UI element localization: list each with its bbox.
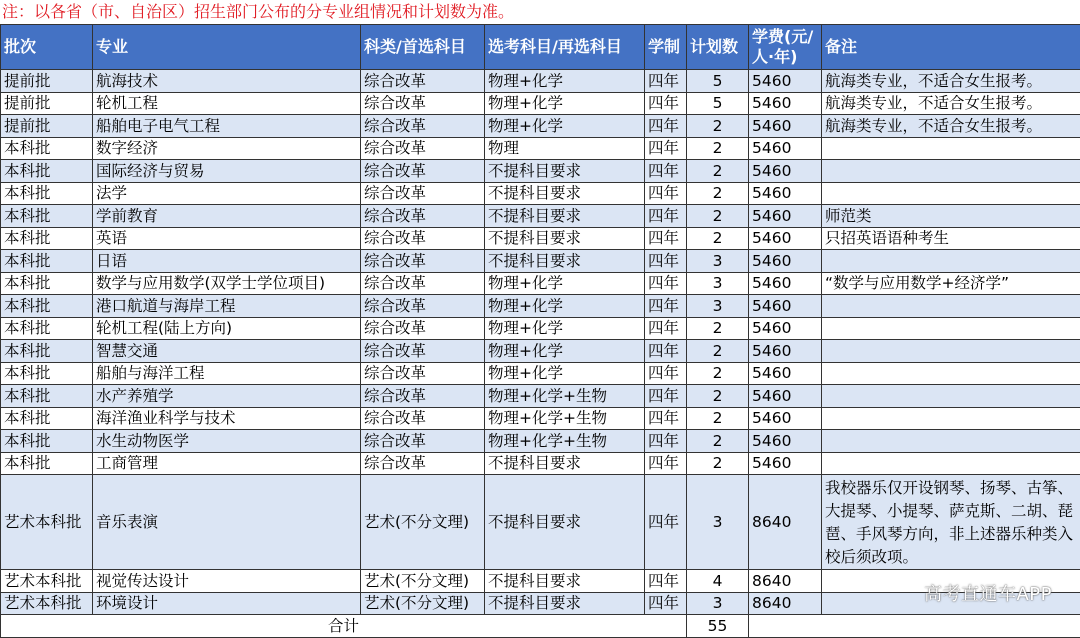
cell-plan: 2 [687,137,749,160]
cell-subjects: 物理+化学 [485,272,645,295]
cell-remark [822,430,1080,453]
cell-major: 港口航道与海岸工程 [93,295,361,318]
cell-plan: 2 [687,385,749,408]
cell-subjects: 不提科目要求 [485,570,645,593]
cell-subjects: 不提科目要求 [485,227,645,250]
table-row [1,362,1080,385]
cell-fee: 5460 [749,115,822,138]
cell-batch: 提前批 [1,92,93,115]
cell-plan: 2 [687,205,749,228]
cell-major: 海洋渔业科学与技术 [93,407,361,430]
cell-remark [822,250,1080,273]
cell-plan: 2 [687,362,749,385]
cell-years: 四年 [645,137,687,160]
cell-plan: 2 [687,340,749,363]
cell-major: 日语 [93,250,361,273]
cell-subjects: 物理+化学 [485,115,645,138]
table-row [1,137,1080,160]
cell-years: 四年 [645,70,687,93]
cell-years: 四年 [645,227,687,250]
cell-major: 航海技术 [93,70,361,93]
cell-fee: 5460 [749,250,822,273]
cell-category: 艺术(不分文理) [361,570,485,593]
cell-category: 综合改革 [361,160,485,183]
table-row [1,115,1080,138]
cell-major: 水生动物医学 [93,430,361,453]
table-row [1,295,1080,318]
cell-plan: 5 [687,92,749,115]
cell-years: 四年 [645,570,687,593]
cell-remark: 我校器乐仅开设钢琴、扬琴、古筝、大提琴、小提琴、萨克斯、二胡、琵琶、手风琴方向，非上述器乐种类入校后须改项。 [822,475,1080,570]
cell-plan: 5 [687,70,749,93]
cell-subjects: 物理+化学 [485,340,645,363]
cell-batch: 本科批 [1,250,93,273]
cell-batch: 本科批 [1,362,93,385]
cell-remark [822,362,1080,385]
table-row [1,227,1080,250]
cell-batch: 艺术本科批 [1,570,93,593]
cell-remark [822,160,1080,183]
cell-category: 综合改革 [361,452,485,475]
cell-fee: 5460 [749,340,822,363]
cell-subjects: 不提科目要求 [485,250,645,273]
cell-fee: 5460 [749,385,822,408]
cell-category: 综合改革 [361,182,485,205]
cell-fee: 5460 [749,430,822,453]
cell-batch: 本科批 [1,430,93,453]
cell-subjects: 不提科目要求 [485,592,645,615]
total-label: 合计 [1,615,687,638]
cell-years: 四年 [645,452,687,475]
cell-major: 学前教育 [93,205,361,228]
cell-remark [822,452,1080,475]
header-years: 学制 [645,25,687,70]
cell-category: 综合改革 [361,317,485,340]
cell-major: 轮机工程 [93,92,361,115]
cell-plan: 3 [687,475,749,570]
cell-fee: 5460 [749,317,822,340]
cell-major: 轮机工程(陆上方向) [93,317,361,340]
cell-category: 综合改革 [361,340,485,363]
cell-fee: 5460 [749,182,822,205]
cell-remark [822,317,1080,340]
cell-plan: 2 [687,430,749,453]
cell-batch: 本科批 [1,160,93,183]
cell-batch: 本科批 [1,182,93,205]
cell-years: 四年 [645,115,687,138]
cell-category: 综合改革 [361,115,485,138]
cell-batch: 本科批 [1,227,93,250]
cell-subjects: 物理+化学+生物 [485,430,645,453]
cell-batch: 本科批 [1,272,93,295]
table-row [1,70,1080,93]
cell-batch: 本科批 [1,340,93,363]
cell-category: 综合改革 [361,70,485,93]
cell-major: 水产养殖学 [93,385,361,408]
cell-fee: 5460 [749,452,822,475]
cell-major: 音乐表演 [93,475,361,570]
cell-batch: 本科批 [1,385,93,408]
cell-years: 四年 [645,205,687,228]
cell-remark [822,295,1080,318]
cell-fee: 5460 [749,362,822,385]
cell-subjects: 物理+化学 [485,92,645,115]
cell-category: 综合改革 [361,430,485,453]
cell-batch: 提前批 [1,70,93,93]
cell-subjects: 不提科目要求 [485,205,645,228]
cell-batch: 提前批 [1,115,93,138]
header-subjects: 选考科目/再选科目 [485,25,645,70]
cell-batch: 本科批 [1,137,93,160]
table-body [1,70,1080,638]
cell-category: 综合改革 [361,407,485,430]
cell-years: 四年 [645,592,687,615]
cell-major: 环境设计 [93,592,361,615]
cell-major: 英语 [93,227,361,250]
header-remark: 备注 [822,25,1080,70]
cell-fee: 8640 [749,475,822,570]
table-row [1,205,1080,228]
total-row [1,615,1080,638]
cell-subjects: 不提科目要求 [485,452,645,475]
cell-remark: 只招英语语种考生 [822,227,1080,250]
cell-major: 法学 [93,182,361,205]
cell-category: 艺术(不分文理) [361,592,485,615]
header-major: 专业 [93,25,361,70]
header-row [1,25,1080,70]
cell-years: 四年 [645,92,687,115]
cell-plan: 2 [687,452,749,475]
cell-remark: 航海类专业，不适合女生报考。 [822,70,1080,93]
cell-major: 智慧交通 [93,340,361,363]
table-row [1,250,1080,273]
header-fee: 学费(元/人·年) [749,25,822,70]
cell-fee: 5460 [749,272,822,295]
cell-category: 综合改革 [361,250,485,273]
table-row [1,475,1080,570]
cell-fee: 8640 [749,570,822,593]
cell-subjects: 物理+化学+生物 [485,407,645,430]
cell-plan: 4 [687,570,749,593]
cell-category: 综合改革 [361,385,485,408]
cell-major: 国际经济与贸易 [93,160,361,183]
cell-fee: 5460 [749,160,822,183]
cell-major: 数字经济 [93,137,361,160]
cell-batch: 艺术本科批 [1,592,93,615]
cell-subjects: 物理+化学+生物 [485,385,645,408]
cell-fee: 5460 [749,70,822,93]
cell-years: 四年 [645,407,687,430]
cell-subjects: 物理+化学 [485,295,645,318]
table-row [1,182,1080,205]
cell-plan: 2 [687,115,749,138]
cell-years: 四年 [645,295,687,318]
table-row [1,317,1080,340]
cell-category: 综合改革 [361,92,485,115]
cell-plan: 3 [687,295,749,318]
cell-years: 四年 [645,317,687,340]
cell-major: 视觉传达设计 [93,570,361,593]
cell-batch: 本科批 [1,295,93,318]
header-category: 科类/首选科目 [361,25,485,70]
table-row [1,340,1080,363]
cell-fee: 5460 [749,92,822,115]
cell-batch: 本科批 [1,205,93,228]
cell-remark: 航海类专业，不适合女生报考。 [822,115,1080,138]
cell-years: 四年 [645,340,687,363]
table-row [1,92,1080,115]
cell-remark [822,407,1080,430]
cell-years: 四年 [645,182,687,205]
cell-batch: 本科批 [1,317,93,340]
cell-remark: 师范类 [822,205,1080,228]
table-row [1,385,1080,408]
note-text: 注：以各省（市、自治区）招生部门公布的分专业组情况和计划数为准。 [0,0,1080,24]
cell-fee: 5460 [749,205,822,228]
header-plan: 计划数 [687,25,749,70]
cell-category: 综合改革 [361,137,485,160]
cell-years: 四年 [645,362,687,385]
cell-fee: 5460 [749,407,822,430]
table-row [1,160,1080,183]
cell-plan: 2 [687,407,749,430]
enrollment-plan-table [0,24,1080,638]
cell-category: 综合改革 [361,272,485,295]
cell-subjects: 物理+化学 [485,362,645,385]
cell-remark [822,137,1080,160]
cell-remark [822,182,1080,205]
cell-fee: 5460 [749,227,822,250]
cell-category: 艺术(不分文理) [361,475,485,570]
total-empty [749,615,1080,638]
cell-batch: 本科批 [1,452,93,475]
table-row [1,407,1080,430]
watermark-text: 高考直通车APP [924,580,1052,606]
table-row [1,452,1080,475]
cell-years: 四年 [645,250,687,273]
cell-category: 综合改革 [361,362,485,385]
cell-remark: 航海类专业，不适合女生报考。 [822,92,1080,115]
cell-batch: 艺术本科批 [1,475,93,570]
cell-major: 船舶电子电气工程 [93,115,361,138]
cell-plan: 2 [687,227,749,250]
cell-remark [822,385,1080,408]
cell-years: 四年 [645,385,687,408]
cell-subjects: 物理+化学 [485,70,645,93]
total-value: 55 [687,615,749,638]
cell-major: 数学与应用数学(双学士学位项目) [93,272,361,295]
table-row [1,430,1080,453]
cell-subjects: 不提科目要求 [485,475,645,570]
cell-plan: 3 [687,272,749,295]
cell-remark: “数学与应用数学+经济学” [822,272,1080,295]
cell-fee: 8640 [749,592,822,615]
cell-batch: 本科批 [1,407,93,430]
cell-subjects: 不提科目要求 [485,160,645,183]
cell-major: 工商管理 [93,452,361,475]
cell-plan: 3 [687,592,749,615]
cell-category: 综合改革 [361,205,485,228]
cell-subjects: 物理 [485,137,645,160]
table-row [1,592,1080,615]
cell-subjects: 物理+化学 [485,317,645,340]
cell-category: 综合改革 [361,295,485,318]
cell-fee: 5460 [749,295,822,318]
cell-plan: 2 [687,160,749,183]
table-row [1,570,1080,593]
cell-years: 四年 [645,475,687,570]
cell-plan: 3 [687,250,749,273]
cell-years: 四年 [645,160,687,183]
cell-category: 综合改革 [361,227,485,250]
cell-years: 四年 [645,272,687,295]
cell-years: 四年 [645,430,687,453]
cell-plan: 2 [687,317,749,340]
cell-subjects: 不提科目要求 [485,182,645,205]
cell-remark [822,340,1080,363]
cell-major: 船舶与海洋工程 [93,362,361,385]
cell-plan: 2 [687,182,749,205]
header-batch: 批次 [1,25,93,70]
cell-fee: 5460 [749,137,822,160]
table-row [1,272,1080,295]
